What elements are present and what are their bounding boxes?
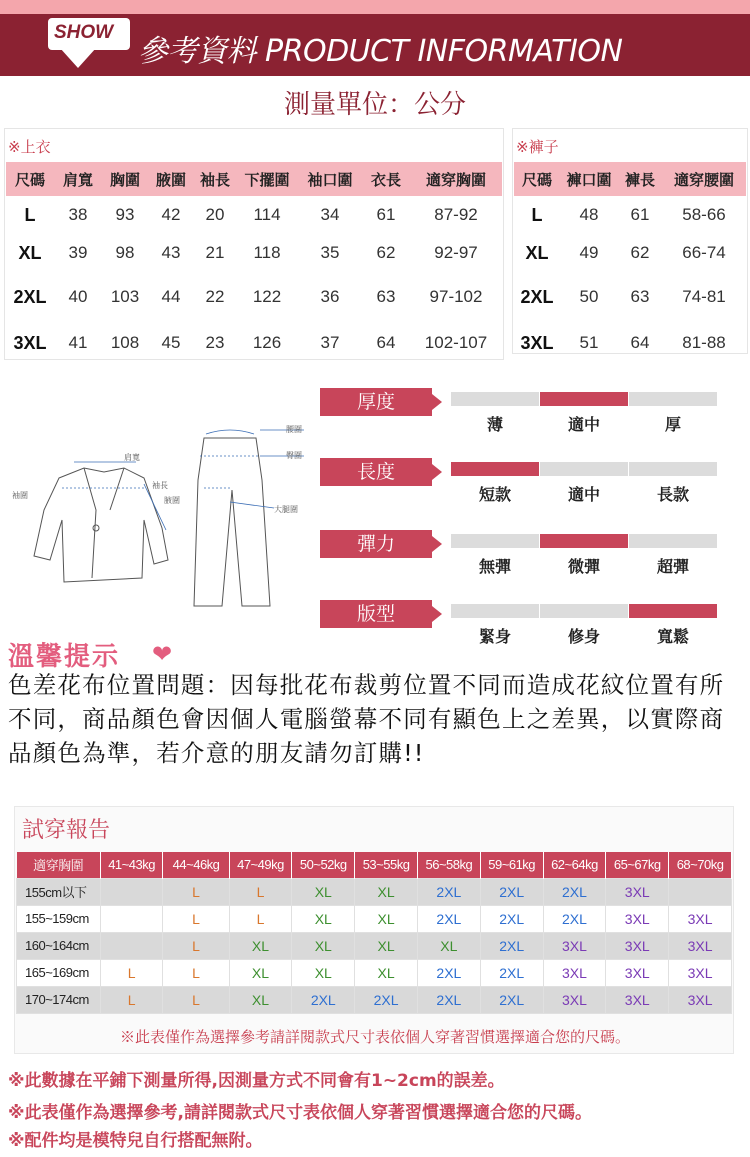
table-row bbox=[6, 196, 502, 234]
report-note: ※此表僅作為選擇參考請詳閱款式尺寸表依個人穿著習慣選擇適合您的尺碼。 bbox=[119, 1028, 630, 1046]
size-cell bbox=[669, 878, 732, 905]
value-cell: 64 bbox=[630, 333, 650, 352]
pants-measure-lines-icon bbox=[200, 430, 304, 508]
attr-seg-3-1 bbox=[540, 604, 628, 618]
value-cell: 118 bbox=[253, 243, 281, 262]
table-row bbox=[17, 986, 732, 1013]
top_table-header-4: 袖長 bbox=[194, 162, 236, 196]
attr-option-2-0: 無彈 bbox=[478, 557, 511, 576]
attr-option-3-0: 緊身 bbox=[478, 627, 511, 646]
size-cell: 2XL bbox=[480, 986, 543, 1013]
height-cell: 155cm以下 bbox=[17, 878, 101, 905]
attr-seg-3-2 bbox=[629, 604, 717, 618]
size-cell: L bbox=[229, 905, 292, 932]
size-cell: 3XL bbox=[606, 932, 669, 959]
size-cell: XL bbox=[417, 932, 480, 959]
table-row bbox=[6, 322, 502, 364]
value-cell: 43 bbox=[161, 243, 181, 262]
top_table-header-8: 適穿胸圍 bbox=[410, 162, 502, 196]
attr-option-3-2: 寬鬆 bbox=[656, 627, 689, 646]
table-row bbox=[17, 959, 732, 986]
value-cell: 23 bbox=[205, 333, 225, 352]
size-cell: 2XL bbox=[543, 878, 606, 905]
label-armpit: 腋圍 bbox=[164, 496, 180, 505]
report-header-6: 56~58kg bbox=[417, 852, 480, 878]
size-cell: 3XL bbox=[543, 986, 606, 1013]
size-cell: 2XL bbox=[543, 905, 606, 932]
size-cell: XL bbox=[292, 878, 355, 905]
value-cell: 66-74 bbox=[682, 243, 726, 262]
report-header-2: 44~46kg bbox=[163, 852, 229, 878]
top_table-header-0: 尺碼 bbox=[6, 162, 54, 196]
size-cell: XL bbox=[355, 905, 418, 932]
attr-tag-2: 彈力 bbox=[320, 530, 432, 558]
size-cell: XL bbox=[292, 905, 355, 932]
value-cell: 49 bbox=[579, 243, 599, 262]
size-cell: L bbox=[163, 959, 229, 986]
size-cell: 2XL bbox=[520, 286, 554, 307]
size-cell: 2XL bbox=[292, 986, 355, 1013]
size-cell: 3XL bbox=[669, 986, 732, 1013]
pants-outline-icon bbox=[194, 438, 270, 606]
report-header-1: 41~43kg bbox=[100, 852, 163, 878]
label-shoulder: 肩寬 bbox=[124, 453, 140, 462]
value-cell: 37 bbox=[320, 333, 340, 352]
report-header-10: 68~70kg bbox=[669, 852, 732, 878]
value-cell: 50 bbox=[579, 287, 599, 306]
size-cell: L bbox=[100, 986, 163, 1013]
attr-seg-2-1 bbox=[540, 534, 628, 548]
table-row bbox=[514, 196, 746, 234]
size-cell: XL bbox=[18, 242, 42, 263]
show-arrow-icon bbox=[60, 48, 96, 68]
attr-seg-2-0 bbox=[451, 534, 539, 548]
value-cell: 41 bbox=[68, 333, 88, 352]
size-cell: 3XL bbox=[669, 932, 732, 959]
size-cell: 2XL bbox=[355, 986, 418, 1013]
show-label: SHOW bbox=[54, 22, 114, 43]
size-cell: XL bbox=[355, 878, 418, 905]
table-row bbox=[6, 272, 502, 322]
top_table-header-7: 衣長 bbox=[362, 162, 410, 196]
value-cell: 87-92 bbox=[434, 205, 478, 224]
value-cell: 44 bbox=[161, 287, 181, 306]
value-cell: 102-107 bbox=[424, 333, 488, 352]
value-cell: 122 bbox=[252, 287, 282, 306]
table-row bbox=[514, 272, 746, 322]
value-cell: 92-97 bbox=[434, 243, 478, 262]
value-cell: 63 bbox=[630, 287, 650, 306]
attr-option-0-1: 適中 bbox=[567, 415, 600, 434]
size-cell: 3XL bbox=[669, 905, 732, 932]
size-cell: 2XL bbox=[417, 986, 480, 1013]
value-cell: 21 bbox=[205, 243, 225, 262]
jacket-outline-icon bbox=[34, 468, 168, 582]
size-cell: XL bbox=[355, 959, 418, 986]
value-cell: 51 bbox=[579, 333, 599, 352]
attr-seg-0-1 bbox=[540, 392, 628, 406]
top-table-caption: ※上衣 bbox=[8, 138, 51, 156]
report-header-3: 47~49kg bbox=[229, 852, 292, 878]
value-cell: 34 bbox=[320, 205, 340, 224]
height-cell: 155~159cm bbox=[17, 905, 101, 932]
label-thigh: 大腿圍 bbox=[274, 505, 298, 514]
attr-seg-2-2 bbox=[629, 534, 717, 548]
size-cell: XL bbox=[292, 959, 355, 986]
attr-tag-1: 長度 bbox=[320, 458, 432, 486]
top_table-header-3: 腋圍 bbox=[148, 162, 194, 196]
size-cell: XL bbox=[355, 932, 418, 959]
size-cell: L bbox=[100, 959, 163, 986]
label-sleeve: 袖長 bbox=[152, 481, 168, 490]
size-cell: L bbox=[163, 905, 229, 932]
attr-option-1-1: 適中 bbox=[567, 485, 600, 504]
size-cell: 3XL bbox=[543, 959, 606, 986]
value-cell: 81-88 bbox=[682, 333, 726, 352]
attr-option-3-1: 修身 bbox=[567, 627, 600, 646]
top_table-header-2: 胸圍 bbox=[102, 162, 148, 196]
attr-option-2-1: 微彈 bbox=[567, 557, 600, 576]
label-hip: 臀圍 bbox=[286, 451, 302, 460]
tip-body: 色差花布位置問題：因每批花布裁剪位置不同而造成花紋位置有所不同，商品顏色會因個人電腦螢幕不同有顯色上之差異，以實際商品顏色為準，若介意的朋友請勿訂購!! bbox=[8, 671, 725, 767]
tip-title: 溫馨提示 bbox=[8, 642, 121, 672]
banner-title: 參考資料 PRODUCT INFORMATION bbox=[138, 34, 623, 69]
value-cell: 61 bbox=[630, 205, 650, 224]
top_table-header-6: 袖口圍 bbox=[298, 162, 362, 196]
size-cell: XL bbox=[229, 986, 292, 1013]
value-cell: 103 bbox=[110, 287, 140, 306]
top_table-header-1: 肩寬 bbox=[54, 162, 102, 196]
attr-seg-1-2 bbox=[629, 462, 717, 476]
value-cell: 36 bbox=[320, 287, 340, 306]
value-cell: 93 bbox=[115, 205, 135, 224]
value-cell: 61 bbox=[376, 205, 396, 224]
height-cell: 170~174cm bbox=[17, 986, 101, 1013]
value-cell: 126 bbox=[252, 333, 282, 352]
size-cell: XL bbox=[229, 959, 292, 986]
pants_table-header-2: 褲長 bbox=[618, 162, 662, 196]
heart-icon: ❤ bbox=[152, 640, 173, 668]
report-header-4: 50~52kg bbox=[292, 852, 355, 878]
size-cell: 3XL bbox=[669, 959, 732, 986]
size-cell: 3XL bbox=[606, 959, 669, 986]
size-cell: 2XL bbox=[480, 959, 543, 986]
report-title: 試穿報告 bbox=[22, 818, 111, 843]
size-cell bbox=[100, 878, 163, 905]
size-cell: L bbox=[24, 204, 36, 225]
value-cell: 38 bbox=[68, 205, 88, 224]
size-cell: 2XL bbox=[417, 905, 480, 932]
size-cell: 3XL bbox=[13, 332, 47, 353]
size-cell: XL bbox=[229, 932, 292, 959]
value-cell: 58-66 bbox=[682, 205, 726, 224]
label-cuff: 袖圍 bbox=[12, 491, 28, 500]
footnote-2: ※此表僅作為選擇參考,請詳閱款式尺寸表依個人穿著習慣選擇適合您的尺碼。 bbox=[8, 1103, 592, 1123]
top-pink-strip bbox=[0, 0, 750, 14]
size-cell: 3XL bbox=[520, 332, 554, 353]
attr-option-0-0: 薄 bbox=[486, 415, 503, 434]
value-cell: 40 bbox=[68, 287, 88, 306]
top-size-table bbox=[6, 162, 502, 364]
table-row bbox=[514, 322, 746, 364]
size-cell: 2XL bbox=[480, 932, 543, 959]
pants-size-table bbox=[514, 162, 746, 364]
value-cell: 22 bbox=[205, 287, 225, 306]
report-header-0: 適穿胸圍 bbox=[17, 852, 101, 878]
table-row bbox=[17, 878, 732, 905]
size-cell: L bbox=[163, 878, 229, 905]
attr-option-1-0: 短款 bbox=[478, 485, 511, 504]
measurement-unit: 測量單位：公分 bbox=[283, 90, 466, 120]
value-cell: 62 bbox=[376, 243, 396, 262]
table-row bbox=[17, 905, 732, 932]
size-cell: XL bbox=[292, 932, 355, 959]
attr-seg-0-2 bbox=[629, 392, 717, 406]
height-cell: 160~164cm bbox=[17, 932, 101, 959]
table-row bbox=[17, 932, 732, 959]
pants_table-header-0: 尺碼 bbox=[514, 162, 560, 196]
size-cell: L bbox=[531, 204, 543, 225]
size-cell bbox=[100, 932, 163, 959]
size-cell: 2XL bbox=[480, 905, 543, 932]
attr-seg-1-0 bbox=[451, 462, 539, 476]
attr-option-1-2: 長款 bbox=[656, 485, 689, 504]
size-cell: XL bbox=[525, 242, 549, 263]
size-cell: L bbox=[163, 986, 229, 1013]
value-cell: 98 bbox=[115, 243, 135, 262]
attr-seg-1-1 bbox=[540, 462, 628, 476]
size-cell: 2XL bbox=[417, 878, 480, 905]
value-cell: 45 bbox=[161, 333, 181, 352]
top_table-header-5: 下擺圍 bbox=[236, 162, 298, 196]
attr-option-0-2: 厚 bbox=[664, 415, 681, 434]
size-cell: 3XL bbox=[606, 878, 669, 905]
garment-diagram bbox=[4, 410, 316, 615]
size-cell: 3XL bbox=[606, 905, 669, 932]
pants-table-caption: ※褲子 bbox=[516, 138, 559, 156]
size-cell: 3XL bbox=[606, 986, 669, 1013]
value-cell: 64 bbox=[376, 333, 396, 352]
value-cell: 42 bbox=[161, 205, 181, 224]
size-cell: 2XL bbox=[480, 878, 543, 905]
height-cell: 165~169cm bbox=[17, 959, 101, 986]
size-cell bbox=[100, 905, 163, 932]
attr-option-2-2: 超彈 bbox=[656, 557, 689, 576]
attr-tag-0: 厚度 bbox=[320, 388, 432, 416]
pants_table-header-1: 褲口圍 bbox=[560, 162, 618, 196]
report-header-9: 65~67kg bbox=[606, 852, 669, 878]
size-cell: 3XL bbox=[543, 932, 606, 959]
size-cell: L bbox=[163, 932, 229, 959]
attr-tag-3: 版型 bbox=[320, 600, 432, 628]
value-cell: 97-102 bbox=[429, 287, 483, 306]
attr-seg-3-0 bbox=[451, 604, 539, 618]
report-header-7: 59~61kg bbox=[480, 852, 543, 878]
value-cell: 62 bbox=[630, 243, 650, 262]
size-cell: 2XL bbox=[417, 959, 480, 986]
report-header-8: 62~64kg bbox=[543, 852, 606, 878]
value-cell: 63 bbox=[376, 287, 396, 306]
fitting-report-table bbox=[16, 852, 732, 1014]
value-cell: 114 bbox=[253, 205, 281, 224]
attr-seg-0-0 bbox=[451, 392, 539, 406]
table-row bbox=[514, 234, 746, 272]
value-cell: 20 bbox=[205, 205, 225, 224]
footnote-1: ※此數據在平鋪下測量所得,因測量方式不同會有1~2cm的誤差。 bbox=[8, 1071, 505, 1091]
size-cell: L bbox=[229, 878, 292, 905]
pants_table-header-3: 適穿腰圍 bbox=[662, 162, 746, 196]
value-cell: 108 bbox=[110, 333, 140, 352]
value-cell: 39 bbox=[68, 243, 88, 262]
table-row bbox=[6, 234, 502, 272]
value-cell: 48 bbox=[579, 205, 599, 224]
size-cell: 2XL bbox=[13, 286, 47, 307]
label-waist: 腰圍 bbox=[286, 425, 302, 434]
footnote-3: ※配件均是模特兒自行搭配無附。 bbox=[8, 1131, 263, 1151]
value-cell: 74-81 bbox=[682, 287, 726, 306]
report-header-5: 53~55kg bbox=[355, 852, 418, 878]
value-cell: 35 bbox=[320, 243, 340, 262]
